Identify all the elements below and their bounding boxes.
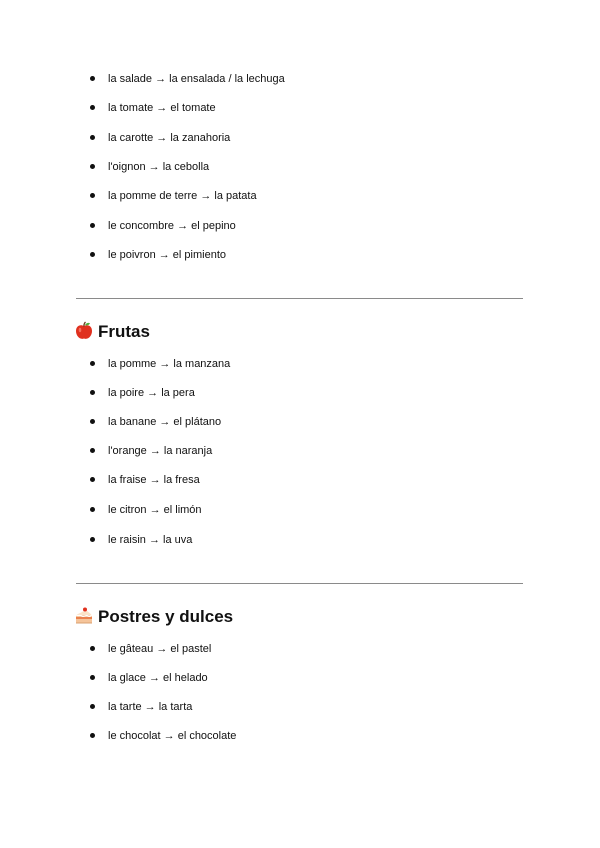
bullet [90,733,95,738]
cake-slice-icon [74,606,94,626]
section-title: Frutas [98,322,150,341]
bullet [90,223,95,228]
bullet [90,76,95,81]
section-heading-frutas [74,321,150,343]
section-title: Postres y dulces [98,607,234,626]
section-heading-postres [74,606,233,628]
bullet [90,105,95,110]
bullet [90,135,95,140]
bullet [90,193,95,198]
bullet [90,507,95,512]
bullet [90,361,95,366]
bullet [90,477,95,482]
bullet [90,164,95,169]
bullet [90,537,95,542]
bullet [90,252,95,257]
bullet [90,704,95,709]
bullet [90,419,95,424]
bullet [90,390,95,395]
section-divider [76,583,523,584]
bullet [90,448,95,453]
red-apple-icon [74,321,94,341]
section-divider [76,298,523,299]
bullet [90,646,95,651]
bullet [90,675,95,680]
